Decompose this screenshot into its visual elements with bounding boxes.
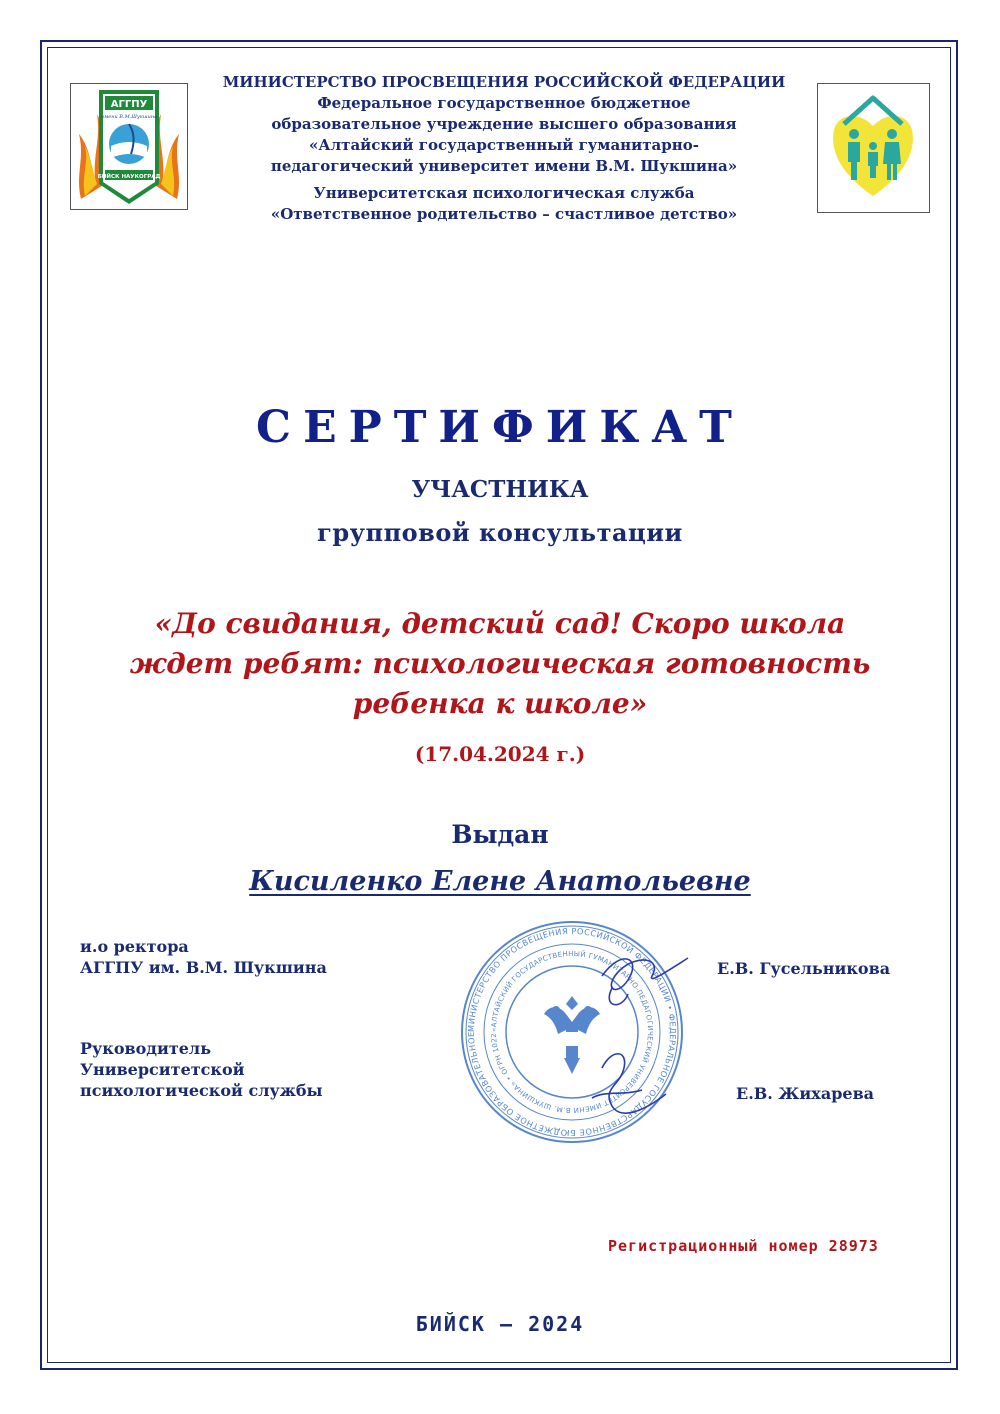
logo-bottom-text: БИЙСК НАУКОГРАД [97,174,161,180]
topic-line-3: ребенка к школе» [352,687,648,720]
head-title-line-1: Руководитель [80,1039,212,1058]
official-stamp [452,918,692,1146]
certificate-subtitle-participant: УЧАСТНИКА [411,476,589,503]
institution-line-3: «Алтайский государственный гуманитарно- [309,136,699,154]
consultation-date: (17.04.2024 г.) [414,742,586,766]
rector-title [80,936,327,978]
topic-line-2: ждет ребят: психологическая готовность [129,647,871,680]
consultation-topic [80,604,920,724]
registration-number: Регистрационный номер 28973 [608,1237,879,1255]
recipient-name: Кисиленко Елене Анатольевне [249,866,751,897]
service-line-2: «Ответственное родительство – счастливое детство» [270,205,738,223]
institution-line-1: Федеральное государственное бюджетное [317,94,691,112]
institution-line-4: педагогический университет имени В.М. Шукшина» [270,157,738,175]
rector-title-line-1: и.о ректора [80,937,189,956]
head-title-line-3: психологической службы [80,1081,323,1100]
stamp-inner-text: «АЛТАЙСКИЙ ГОСУДАРСТВЕННЫЙ ГУМАНИТАРНО-ПЕДАГОГИЧЕСКИЙ УНИВЕРСИТЕТ ИМЕНИ В.М. ШУКШИНА» • ОГРН 1022 [489,949,655,1115]
logo-sub-text: имени В.М.Шукшина [100,114,158,120]
institution-line-2: образовательное учреждение высшего образования [271,115,737,133]
city-year: БИЙСК – 2024 [415,1312,585,1336]
certificate-subtitle-consultation: групповой консультации [317,518,683,547]
logo-top-text: АГГПУ [110,99,148,110]
header-block [200,72,808,225]
university-emblem-icon [71,84,187,209]
stamp-seal-icon [452,918,692,1146]
rector-name: Е.В. Гусельникова [717,959,891,978]
university-logo [70,83,188,210]
family-heart-icon [818,84,929,212]
stamp-outer-text: МИНИСТЕРСТВО ПРОСВЕЩЕНИЯ РОССИЙСКОЙ ФЕДЕРАЦИИ • ФЕДЕРАЛЬНОЕ ГОСУДАРСТВЕННОЕ БЮДЖЕТНОЕ ОБРАЗОВАТЕЛЬНОЕ [465,925,679,1139]
issued-label: Выдан [451,820,549,849]
certificate-title: СЕРТИФИКАТ [256,402,744,453]
topic-line-1: «До свидания, детский сад! Скоро школа [154,607,846,640]
head-name: Е.В. Жихарева [736,1084,875,1103]
recipient-name-wrap [0,866,1000,897]
ministry-line: МИНИСТЕРСТВО ПРОСВЕЩЕНИЯ РОССИЙСКОЙ ФЕДЕРАЦИИ [222,73,786,91]
psych-service-logo [817,83,930,213]
head-title [80,1038,323,1101]
head-title-line-2: Университетской [80,1060,245,1079]
service-line-1: Университетская психологическая служба [313,184,695,202]
rector-title-line-2: АГГПУ им. В.М. Шукшина [80,958,327,977]
